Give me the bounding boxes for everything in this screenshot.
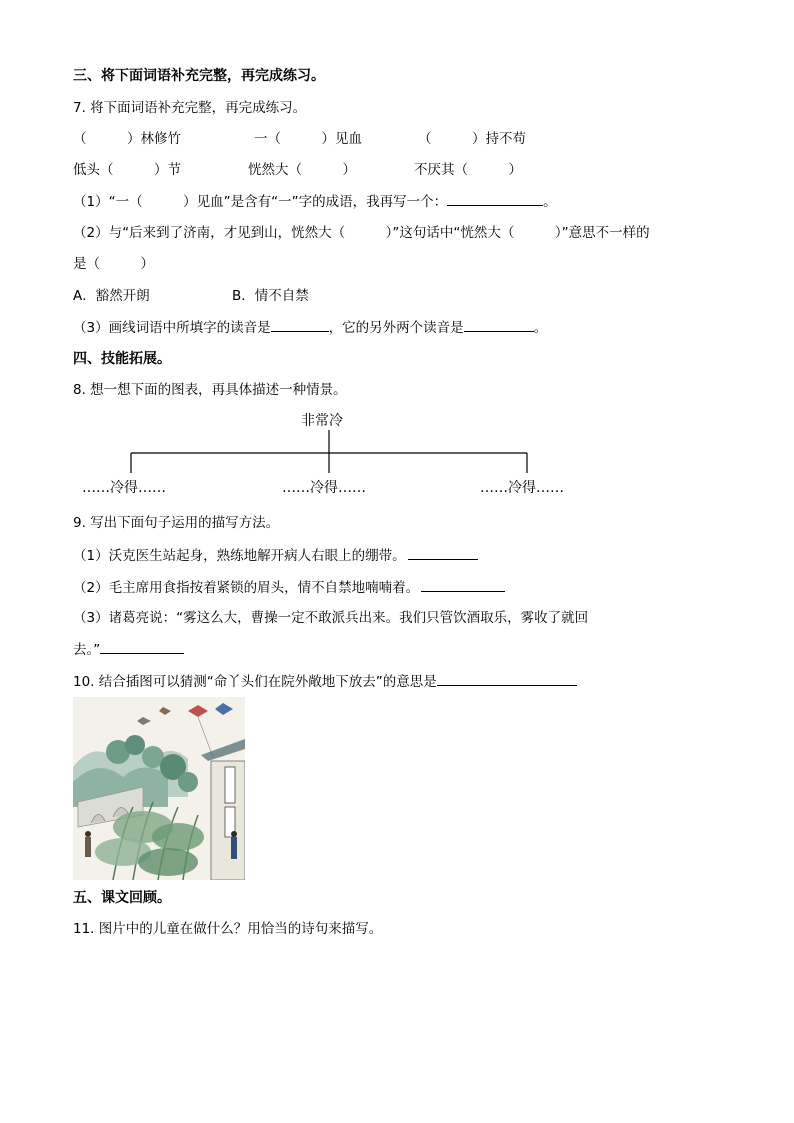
q9-s3-answer-line[interactable] <box>100 639 184 654</box>
q7-sub3-text-1: （3）画线词语中所填字的读音是 <box>73 320 271 336</box>
q7-sub2-line2[interactable]: 是（ ） <box>73 256 154 272</box>
q9-s1-answer-line[interactable] <box>408 545 478 560</box>
option-a[interactable]: A．豁然开朗 <box>73 288 150 304</box>
diagram-leaf-middle: ……冷得…… <box>282 480 366 496</box>
section3-heading: 三、将下面词语补充完整，再完成练习。 <box>73 68 325 84</box>
q7-sub2-line1: （2）与“后来到了济南，才见到山，恍然大（ ）”这句话中“恍然大（ ）”意思不一样的 <box>73 225 650 241</box>
cold-tree-diagram <box>0 0 794 500</box>
q9-sentence-2 <box>73 577 505 598</box>
figure-left <box>85 837 91 857</box>
diagram-root-label: 非常冷 <box>301 413 343 429</box>
q9-sentence-3-line1: （3）诸葛亮说：“雾这么大，曹操一定不敢派兵出来。我们只管饮酒取乐，雾收了就回 <box>73 610 589 626</box>
diagram-leaf-right: ……冷得…… <box>480 480 564 496</box>
q7-blank-4[interactable]: 低头（ ）节 <box>73 162 181 178</box>
courtyard-kite-illustration <box>73 697 245 880</box>
q9-sentence-3-line2 <box>73 639 184 660</box>
diagram-leaf-left: ……冷得…… <box>82 480 166 496</box>
section4-heading: 四、技能拓展。 <box>73 351 171 367</box>
q7-blank-1[interactable]: （ ）林修竹 <box>73 131 181 147</box>
q7-sub1-end: 。 <box>543 194 557 210</box>
q7-sub3-text-2: ，它的另外两个读音是 <box>328 320 464 336</box>
q9-s1-text: （1）沃克医生站起身，熟练地解开病人右眼上的绷带。 <box>73 548 406 564</box>
q7-blank-5[interactable]: 恍然大（ ） <box>248 162 356 178</box>
q7-stem: 7. 将下面词语补充完整，再完成练习。 <box>73 100 307 116</box>
q9-s2-text: （2）毛主席用食指按着紧锁的眉头，情不自禁地喃喃着。 <box>73 580 420 596</box>
q10-stem <box>73 671 577 692</box>
q9-sentence-1 <box>73 545 478 566</box>
q9-stem: 9. 写出下面句子运用的描写方法。 <box>73 515 280 531</box>
q7-blank-2[interactable]: 一（ ）见血 <box>254 131 362 147</box>
option-b[interactable]: B．情不自禁 <box>232 288 309 304</box>
q7-blank-3[interactable]: （ ）持不苟 <box>418 131 526 147</box>
q8-stem: 8. 想一想下面的图表，再具体描述一种情景。 <box>73 382 347 398</box>
section5-heading: 五、课文回顾。 <box>73 890 171 906</box>
q7-sub3-end: 。 <box>533 320 548 336</box>
q9-s2-answer-line[interactable] <box>421 577 505 592</box>
q9-s3-text: 去。” <box>73 642 101 658</box>
q10-text: 10. 结合插图可以猜测“命丫头们在院外敞地下放去”的意思是 <box>73 674 437 690</box>
q7-blank-6[interactable]: 不厌其（ ） <box>414 162 522 178</box>
q10-answer-line[interactable] <box>437 671 577 686</box>
q11-stem: 11. 图片中的儿童在做什么？用恰当的诗句来描写。 <box>73 921 383 937</box>
figure-right <box>231 837 237 859</box>
q7-sub1-text: （1）“一（ ）见血”是含有“一”字的成语，我再写一个： <box>73 194 448 210</box>
